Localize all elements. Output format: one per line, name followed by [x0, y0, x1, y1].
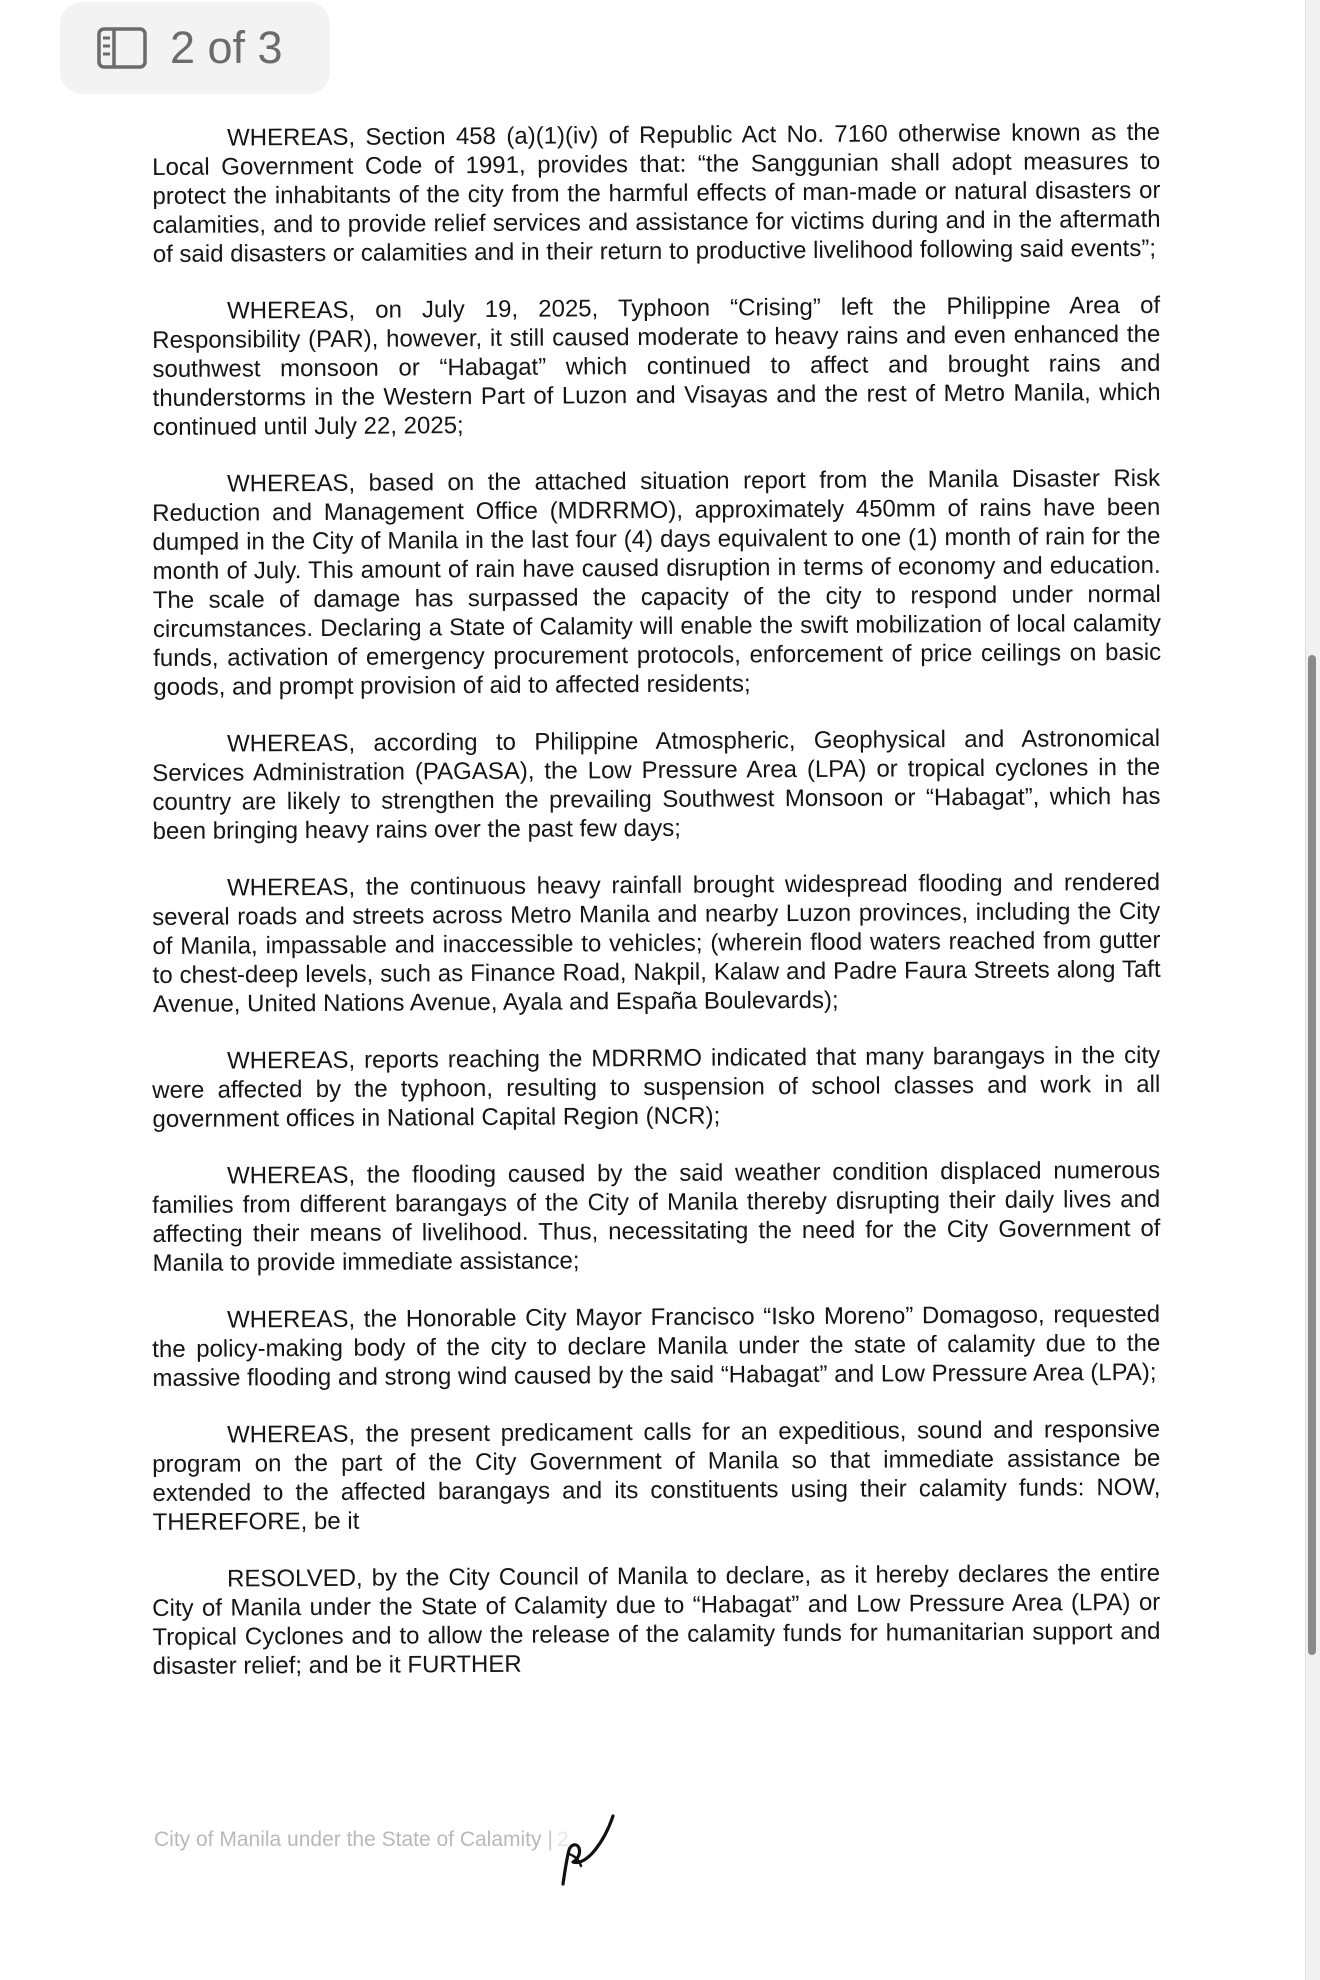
- paragraph-whereas-displaced-families: WHEREAS, the flooding caused by the said weather condition displaced numerous families from different barangays of the City of Manila thereby disrupting their daily lives and affecting their means of livelihood. Thus, necessitating the need for the City Government of Manila to provide immediate assistance;: [152, 1156, 1161, 1277]
- footer-page-number: 2: [556, 1828, 569, 1851]
- paragraph-whereas-typhoon-crising: WHEREAS, on July 19, 2025, Typhoon “Crising” left the Philippine Area of Responsibility (PAR), however, it still caused moderate to heavy rains and even enhanced the southwest monsoon or “Habagat” which continued to affect and brought rains and thunderstorms in the Western Part of Luzon and Visayas and the rest of Metro Manila, which continued until July 22, 2025;: [152, 291, 1161, 441]
- document-page: [152, 118, 1162, 1709]
- paragraph-whereas-local-government-code: WHEREAS, Section 458 (a)(1)(iv) of Republic Act No. 7160 otherwise known as the Local Government Code of 1991, provides that: “the Sanggunian shall adopt measures to protect the inhabitants of the city from the harmful effects of man-made or natural disasters or calamities, and to provide relief services and assistance for victims during and in the aftermath of said disasters or calamities and in their return to productive livelihood following said events”;: [152, 118, 1161, 268]
- page-indicator[interactable]: [60, 2, 330, 94]
- footer-title: City of Manila under the State of Calamity: [154, 1828, 542, 1851]
- scrollbar-thumb[interactable]: [1308, 655, 1316, 1655]
- footer-separator: |: [547, 1828, 553, 1851]
- paragraph-whereas-predicament: WHEREAS, the present predicament calls for an expeditious, sound and responsive program on the part of the City Government of Manila so that immediate assistance be extended to the affected barangays and its constituents using their calamity funds: NOW, THEREFORE, be it: [152, 1415, 1161, 1536]
- handwritten-signature-icon: [555, 1810, 625, 1888]
- paragraph-whereas-mdrrmo-report: WHEREAS, based on the attached situation report from the Manila Disaster Risk Reduction and Management Office (MDRRMO), approximately 450mm of rains have been dumped in the City of Manila in the last four (4) days equivalent to one (1) month of rain for the month of July. This amount of rain have caused disruption in terms of economy and education. The scale of damage has surpassed the capacity of the city to respond under normal circumstances. Declaring a State of Calamity will enable the swift mobilization of local calamity funds, activation of emergency procurement protocols, enforcement of price ceilings on basic goods, and prompt provision of aid to affected residents;: [152, 464, 1162, 701]
- page-footer: [154, 1828, 569, 1852]
- paragraph-whereas-mayor-request: WHEREAS, the Honorable City Mayor Francisco “Isko Moreno” Domagoso, requested the policy-making body of the city to declare Manila under the state of calamity due to the massive flooding and strong wind caused by the said “Habagat” and Low Pressure Area (LPA);: [152, 1300, 1161, 1392]
- paragraph-whereas-pagasa: WHEREAS, according to Philippine Atmospheric, Geophysical and Astronomical Services Administration (PAGASA), the Low Pressure Area (LPA) or tropical cyclones in the country are likely to strengthen the prevailing Southwest Monsoon or “Habagat”, which has been bringing heavy rains over the past few days;: [152, 724, 1161, 845]
- paragraph-whereas-suspension: WHEREAS, reports reaching the MDRRMO indicated that many barangays in the city were affected by the typhoon, resulting to suspension of school classes and work in all government offices in National Capital Region (NCR);: [152, 1041, 1161, 1133]
- paragraph-resolved: RESOLVED, by the City Council of Manila to declare, as it hereby declares the entire City of Manila under the State of Calamity due to “Habagat” and Low Pressure Area (LPA) or Tropical Cyclones and to allow the release of the calamity funds for humanitarian support and disaster relief; and be it FURTHER: [152, 1559, 1161, 1680]
- paragraph-whereas-flooding-roads: WHEREAS, the continuous heavy rainfall brought widespread flooding and rendered several roads and streets across Metro Manila and nearby Luzon provinces, including the City of Manila, impassable and inaccessible to vehicles; (wherein flood waters reached from gutter to chest-deep levels, such as Finance Road, Nakpil, Kalaw and Padre Faura Streets along Taft Avenue, United Nations Avenue, Ayala and España Boulevards);: [152, 868, 1161, 1018]
- page-indicator-label: 2 of 3: [170, 22, 283, 73]
- sidebar-toggle-icon[interactable]: [97, 27, 147, 69]
